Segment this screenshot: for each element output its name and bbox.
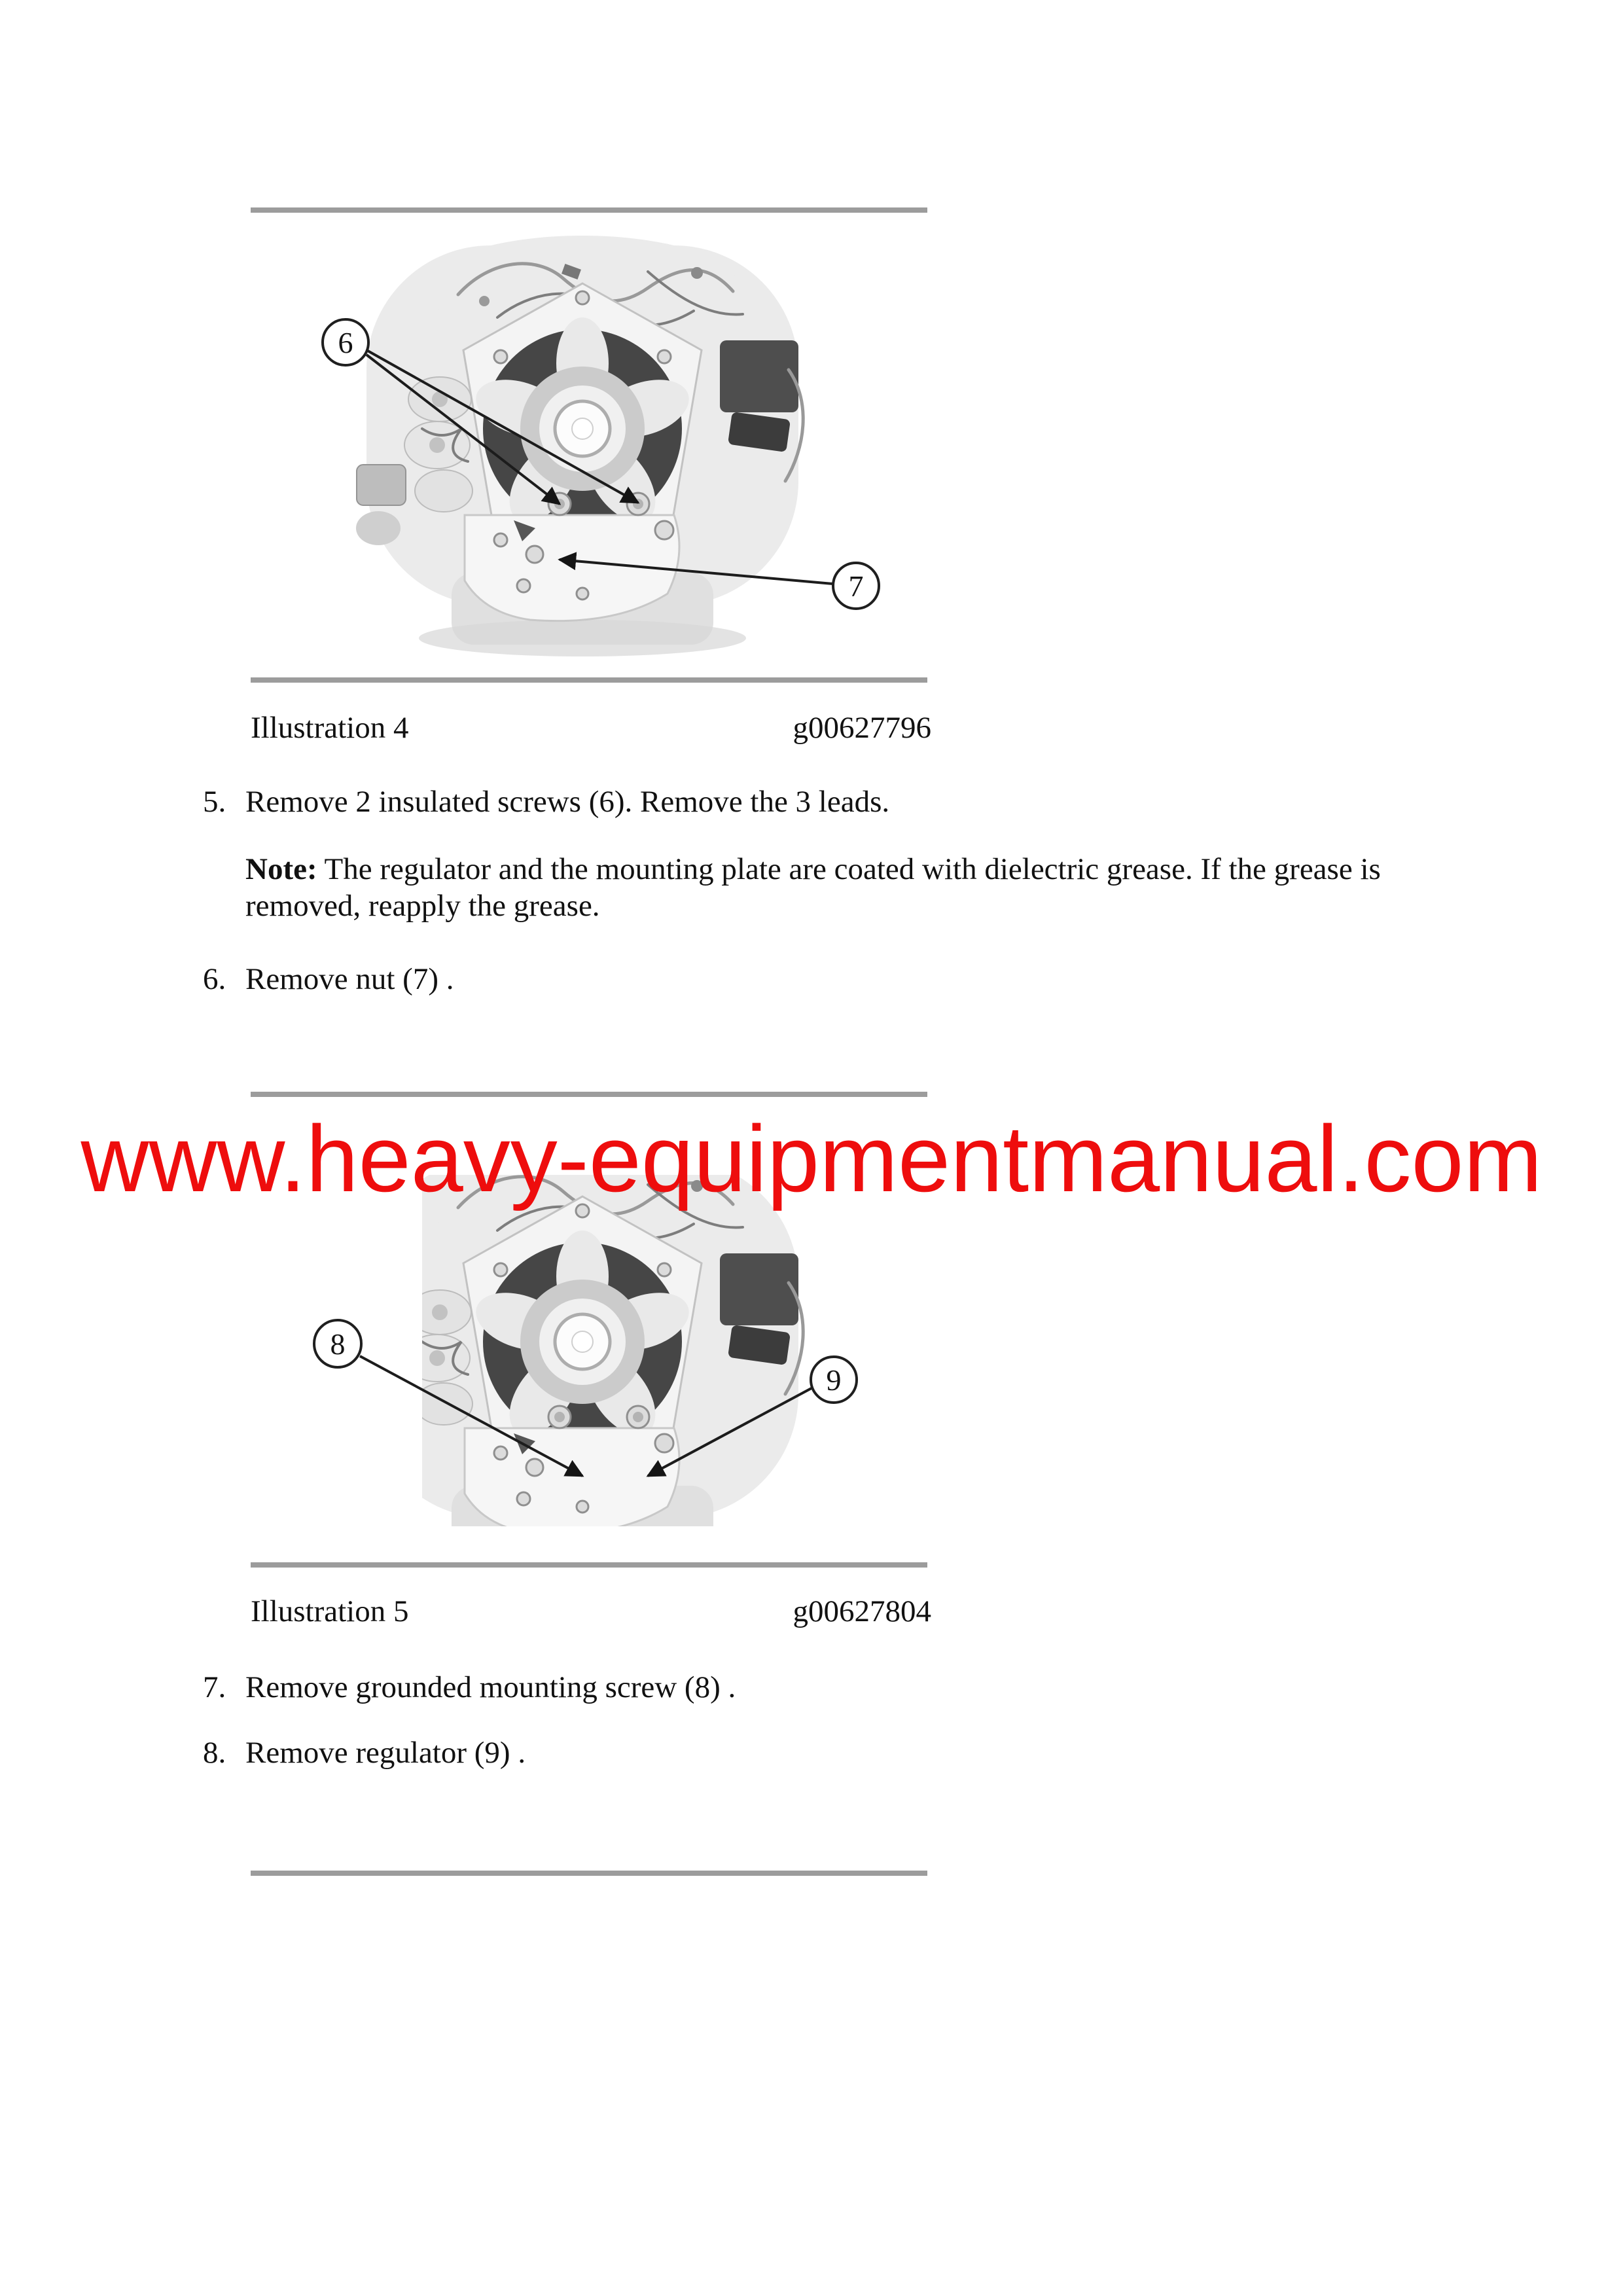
step-7-text: Remove grounded mounting screw (8) . — [245, 1670, 736, 1704]
figure-illustration-5 — [308, 1175, 897, 1561]
step-8 — [203, 1734, 1499, 1771]
note-text: The regulator and the mounting plate are coated with dielectric grease. If the grease is removed, reapply the grease. — [245, 852, 1381, 923]
step-6-text: Remove nut (7) . — [245, 962, 454, 996]
divider-bottom-figure-5 — [251, 1562, 927, 1568]
mounting-bolt — [356, 1378, 406, 1458]
rectifier-stack — [404, 377, 473, 512]
divider-top-figure-5 — [251, 1092, 927, 1097]
note-label: Note: — [245, 852, 317, 886]
step-6-number: 6. — [203, 962, 226, 996]
callout-label-8: 8 — [330, 1327, 346, 1361]
figure-5-caption: Illustration 5 — [251, 1594, 409, 1628]
figure-4-caption: Illustration 4 — [251, 711, 409, 745]
step-8-number: 8. — [203, 1736, 226, 1770]
step-7-number: 7. — [203, 1670, 226, 1704]
step-5 — [203, 783, 1499, 820]
figure-5-caption-row — [251, 1595, 931, 1629]
step-7 — [203, 1669, 1499, 1706]
step-8-text: Remove regulator (9) . — [245, 1736, 526, 1770]
watermark-text: www.heavy-equipmentmanual.com — [80, 1106, 1543, 1211]
figure-5-code: g00627804 — [793, 1594, 931, 1628]
rectifier-stack — [404, 1290, 473, 1425]
step-6 — [203, 961, 1499, 997]
figure-4-caption-row — [251, 711, 931, 745]
alternator-photo — [356, 1175, 803, 1561]
divider-page-bottom — [251, 1871, 927, 1876]
callout-label-6: 6 — [338, 326, 353, 359]
note-block — [245, 851, 1476, 924]
mounting-bolt — [356, 465, 406, 545]
alternator-photo — [356, 236, 803, 656]
step-5-text: Remove 2 insulated screws (6). Remove the 3 leads. — [245, 785, 890, 819]
bearing-hub — [520, 1280, 645, 1404]
figure-4-code: g00627796 — [793, 711, 931, 745]
divider-bottom-figure-4 — [251, 677, 927, 683]
callout-label-9: 9 — [826, 1363, 842, 1397]
figure-illustration-4 — [308, 229, 897, 661]
callout-label-7: 7 — [848, 569, 864, 603]
divider-top-figure-4 — [251, 207, 927, 213]
step-5-number: 5. — [203, 785, 226, 819]
